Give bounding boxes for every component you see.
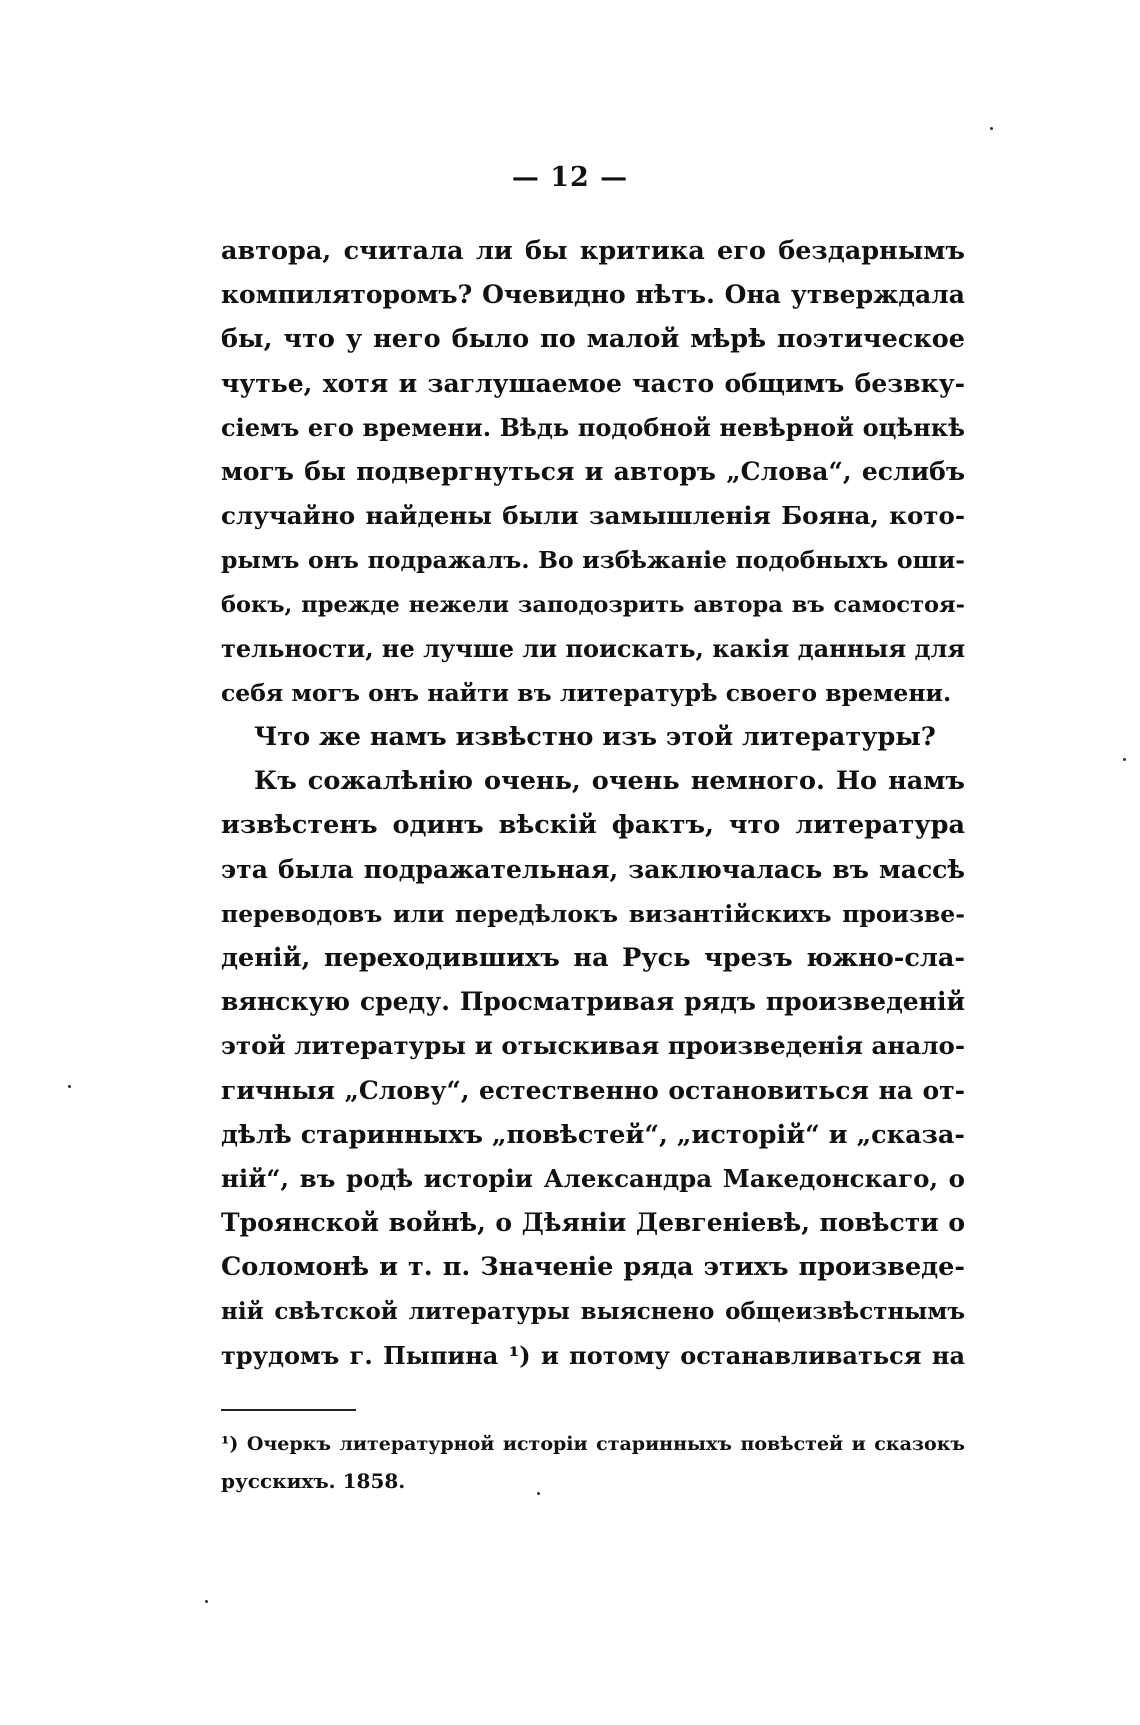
text-line: компиляторомъ? Очевидно нѣтъ. Она утверждала — [221, 280, 965, 310]
footnote-rule — [221, 1409, 356, 1411]
text-line: чутье, хотя и заглушаемое часто общимъ безвку- — [221, 368, 965, 398]
text-line: вянскую среду. Просматривая рядъ произведеній — [221, 987, 965, 1017]
text-line: тельности, не лучше ли поискать, какія данныя для — [221, 633, 966, 663]
text-line: бы, что у него было по малой мѣрѣ поэтическое — [221, 324, 965, 355]
body-text — [221, 229, 965, 1378]
text-line: извѣстенъ одинъ вѣскій фактъ, что литература — [221, 810, 965, 841]
text-line: Соломонѣ и т. п. Значеніе ряда этихъ произведе- — [221, 1252, 965, 1283]
scan-speck — [205, 1600, 208, 1603]
page-number: — 12 — — [511, 162, 629, 193]
paragraph-line: Что же намъ извѣстно изъ этой литературы? — [254, 722, 936, 753]
text-line: деній, переходившихъ на Русь чрезъ южно-сла- — [221, 943, 965, 973]
scan-speck — [537, 1492, 540, 1495]
text-line: Троянской войнѣ, о Дѣяніи Девгеніевѣ, повѣсти о — [221, 1208, 965, 1238]
text-line: ній“, въ родѣ исторіи Александра Македонскаго, о — [221, 1163, 965, 1193]
text-line: автора, считала ли бы критика его бездарнымъ — [221, 236, 965, 266]
text-line: этой литературы и отыскивая произведенія анало- — [221, 1031, 965, 1061]
scan-speck — [68, 1085, 71, 1088]
paragraph-line: Къ сожалѣнію очень, очень немного. Но намъ — [254, 766, 965, 797]
text-line: переводовъ или передѣлокъ византійскихъ произве- — [221, 899, 965, 928]
text-line: гичныя „Слову“, естественно остановиться на от- — [221, 1075, 965, 1105]
footnote-line: ¹) Очеркъ литературной исторіи старинныхъ повѣстей и сказокъ — [221, 1433, 965, 1455]
text-line: эта была подражательная, заключалась въ массѣ — [221, 854, 965, 884]
text-line: трудомъ г. Пыпина ¹) и потому останавливаться на — [221, 1340, 965, 1370]
footnote-line: русскихъ. 1858. — [221, 1469, 406, 1493]
text-line: бокъ, прежде нежели заподозрить автора въ самостоя- — [221, 591, 965, 618]
text-line: себя могъ онъ найти въ литературѣ своего времени. — [221, 678, 952, 707]
text-line: сіемъ его времени. Вѣдь подобной невѣрной оцѣнкѣ — [221, 412, 965, 442]
text-line: дѣлѣ старинныхъ „повѣстей“, „исторій“ и „сказа- — [221, 1119, 965, 1150]
text-line: случайно найдены были замышленія Бояна, кото- — [221, 501, 965, 531]
scan-speck — [990, 127, 993, 130]
footnote — [221, 1426, 965, 1500]
text-line: ній свѣтской литературы выяснено общеизвѣстнымъ — [221, 1297, 965, 1325]
text-line: рымъ онъ подражалъ. Во избѣжаніе подобныхъ оши- — [221, 546, 965, 575]
text-line: могъ бы подвергнуться и авторъ „Слова“, еслибъ — [221, 456, 965, 486]
scan-speck — [1123, 758, 1126, 761]
